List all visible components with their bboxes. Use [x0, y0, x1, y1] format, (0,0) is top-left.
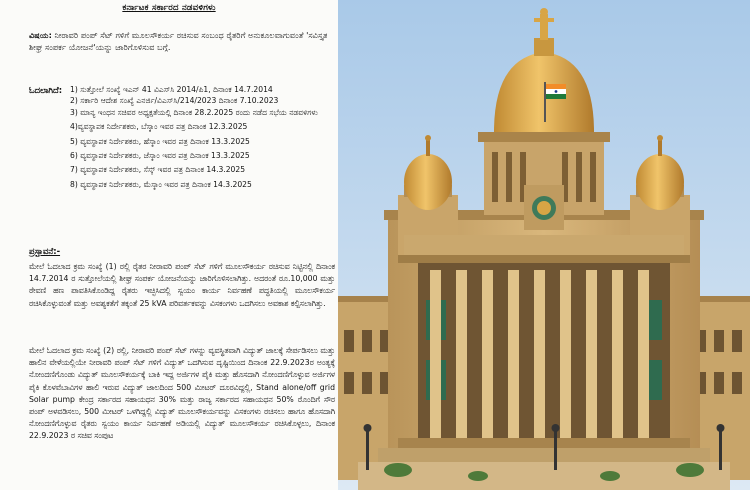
- subject-block: [29, 30, 331, 53]
- reference-item: 5) ವ್ಯವಸ್ಥಾಪಕ ನಿರ್ದೇಶಕರು, ಹೆಸ್ಕಾಂ ಇವರ ಪತ್ರ ದಿನಾಂಕ 13.3.2025: [70, 136, 250, 146]
- references-label: ಓದಲಾಗಿದೆ:: [29, 85, 63, 95]
- reference-item: 7) ವ್ಯವಸ್ಥಾಪಕ ನಿರ್ದೇಶಕರು, ಸೆಸ್ಕ್ ಇವರ ಪತ್ರ ದಿನಾಂಕ 14.3.2025: [70, 165, 246, 175]
- subject-label: ವಿಷಯ:: [29, 30, 52, 40]
- reference-item: 1) ಸುತ್ತೋಲೆ ಸಂಖ್ಯೆ ಇಎನ್ 41 ವಿಎಸ್‌ಸಿ 2014/ಪಿ1, ದಿನಾಂಕ 14.7.2014: [70, 85, 273, 94]
- reference-item: 6) ವ್ಯವಸ್ಥಾಪಕ ನಿರ್ದೇಶಕರು, ಜೆಸ್ಕಾಂ ಇವರ ಪತ್ರ ದಿನಾಂಕ 13.3.2025: [70, 151, 250, 161]
- paragraph-2: ಮೇಲೆ ಓದಲಾದ ಕ್ರಮ ಸಂಖ್ಯೆ (2) ರಲ್ಲಿ, ನೀರಾವರಿ ಪಂಪ್ ಸೆಟ್ ಗಳನ್ನು ವ್ಯವಸ್ಥಿತವಾಗಿ ವಿದ್ಯುತ್ ಜಾಲಕ್ಕೆ ಸೇರ್ಪಡಿಸಲು ಮತ್ತು ಹಾಲಿನ ವೇಳೆಯಲ್ಲಿಯೇ ನೀರಾವರಿ ಪಂಪ್ ಸೆಟ್ ಗಳಿಗೆ ವಿದ್ಯುತ್ ಒದಗಿಸುವ ದೃಷ್ಟಿಯಿಂದ ದಿನಾಂಕ 22.9.2023ರ ಅಂತ್ಯಕ್ಕೆ ನೋಂದಣಿಗೊಂಡು ವಿದ್ಯುತ್ ಮೂಲಸೌಕರ್ಯಕ್ಕೆ ಬಾಕಿ ಇದ್ದ ಅರ್ಜಿಗಳ ಪೈಕಿ ಮತ್ತು ಹೊಸದಾಗಿ ನೋಂದಣಿಗೊಳ್ಳುವ ಅರ್ಜಿಗಳ ಪೈಕಿ ಕೊಳವೆಬಾವಿಗಳ ಹಾಲಿ ಇರುವ ವಿದ್ಯುತ್ ಜಾಲದಿಂದ 500 ಮೀಟರ್ ದೂರವಿದ್ದಲ್ಲಿ, Stand alone/off grid Solar pump ಕೇಂದ್ರ ಸರ್ಕಾರದ ಸಹಾಯಧನ 30% ಮತ್ತು ರಾಜ್ಯ ಸರ್ಕಾರದ ಸಹಾಯಧನ 50% ರೊಂದಿಗೆ ಸೌರ ಪಂಪ್ ಅಳವಡಿಸಲು, 500 ಮೀಟರ್ ಒಳಗಿದ್ದಲ್ಲಿ ವಿದ್ಯುತ್ ಮೂಲಸೌಕರ್ಯವನ್ನು ವಿಸಕಂಗಳು ರಚಿಸಲು ಹಾಗೂ ಹೊಸದಾಗಿ ನೋಂದಣಿಗೊಳ್ಳುವ ರೈತರು ಸ್ವಯಂ ಕಾರ್ಯ ನಿರ್ವಹಣೆ ಅಡಿಯಲ್ಲಿ ವಿದ್ಯುತ್ ಮೂಲಸೌಕರ್ಯ ರಚಿಸಿಕೊಳ್ಳಲು, ದಿನಾಂಕ 22.9.2023 ರ ಸಚಿವ ಸಂಪುಟ: [29, 346, 335, 441]
- preamble-label: ಪ್ರಸ್ತಾವನೆ:-: [29, 246, 61, 256]
- reference-item: 8) ವ್ಯವಸ್ಥಾಪಕ ನಿರ್ದೇಶಕರು, ಮೆಸ್ಕಾಂ ಇವರ ಪತ್ರ ದಿನಾಂಕ 14.3.2025: [70, 179, 252, 189]
- government-order-document: [0, 0, 338, 490]
- subject-text: ನೀರಾವರಿ ಪಂಪ್ ಸೆಟ್ ಗಳಿಗೆ ಮೂಲಸೌಕರ್ಯ ರಚಿಸುವ ಸಂಬಂಧ ರೈತರಿಗೆ ಅನುಕೂಲವಾಗುವಂತೆ 'ಸವಿಸ್ತೃತ ಶೀಘ್ರ ಸಂಪರ್ಕ ಯೋಜನೆ'ಯನ್ನು ಜಾರಿಗೊಳಿಸುವ ಬಗ್ಗೆ.: [29, 30, 328, 52]
- document-title: ಕರ್ನಾಟಕ ಸರ್ಕಾರದ ನಡವಳಿಗಳು: [122, 3, 216, 13]
- reference-item: 2) ಸರ್ಕಾರಿ ಆದೇಶ ಸಂಖ್ಯೆ ಎನರ್ಜಿ/ವಿಎಸ್‌ಸಿ/214/2023 ದಿನಾಂಕ 7.10.2023: [70, 96, 279, 106]
- references-list: [70, 84, 332, 190]
- vidhana-soudha-photo: [338, 0, 750, 490]
- paragraph-1: ಮೇಲೆ ಓದಲಾದ ಕ್ರಮ ಸಂಖ್ಯೆ (1) ರಲ್ಲಿ ರೈತರ ನೀರಾವರಿ ಪಂಪ್ ಸೆಟ್ ಗಳಿಗೆ ಮೂಲಸೌಕರ್ಯ ರಚಿಸುವ ನಿಟ್ಟಿನಲ್ಲಿ ದಿನಾಂಕ 14.7.2014 ರ ಸುತ್ತೋಲೆಯಲ್ಲಿ ಶೀಘ್ರ ಸಂಪರ್ಕ ಯೋಜನೆಯನ್ನು ಜಾರಿಗೊಳಿಸಲಾಗಿತ್ತು. ಅದರಂತೆ ರೂ.10,000 ಮತ್ತು ಠೇವಣಿ ಹಣ ಪಾವತಿಸಿಕೊಂಡಿದ್ದ ರೈತರು ಇಚ್ಛಿಸಿದಲ್ಲಿ ಸ್ವಯಂ ಕಾರ್ಯ ನಿರ್ವಹಣೆ ಪದ್ಧತಿಯಲ್ಲಿ ಮೂಲಸೌಕರ್ಯ ರಚಿಸಿಕೊಳ್ಳುವಂತೆ ಮತ್ತು ಅವಶ್ಯಕತೆಗೆ ತಕ್ಕಂತೆ 25 kVA ಪರಿವರ್ತಕವನ್ನು ವಿಸಕಂಗಳು ಒದಗಿಸಲು ಅವಕಾಶ ಕಲ್ಪಿಸಲಾಗಿತ್ತು.: [29, 262, 335, 308]
- reference-item: 3) ಮಾನ್ಯ ಇಂಧನ ಸಚಿವರ ಅಧ್ಯಕ್ಷತೆಯಲ್ಲಿ ದಿನಾಂಕ 28.2.2025 ರಂದು ನಡೆದ ಸಭೆಯ ನಡವಳಿಗಳು: [70, 107, 318, 117]
- reference-item: 4)ವ್ಯವಸ್ಥಾಪಕ ನಿರ್ದೇಶಕರು, ಬೆಸ್ಕಾಂ ಇವರ ಪತ್ರ ದಿನಾಂಕ 12.3.2025: [70, 122, 248, 132]
